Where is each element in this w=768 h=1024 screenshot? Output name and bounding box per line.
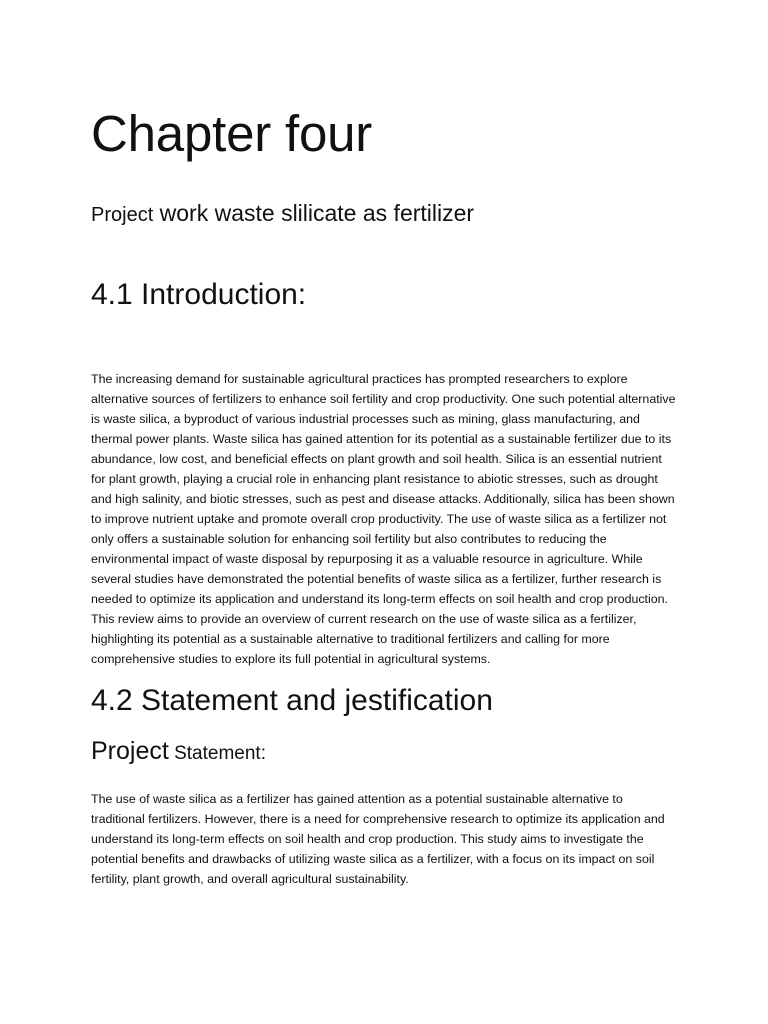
- document-body: [91, 104, 679, 889]
- section-heading-introduction: 4.1 Introduction:: [91, 278, 307, 311]
- subtitle-rest: work waste slilicate as fertilizer: [153, 200, 475, 226]
- chapter-title: Chapter four: [91, 105, 373, 162]
- section-heading-statement: 4.2 Statement and jestification: [91, 684, 493, 717]
- subtitle-lead: Project: [91, 204, 154, 226]
- project-subtitle: [91, 198, 679, 230]
- project-statement-rest: Statement:: [168, 743, 266, 764]
- introduction-paragraph: The increasing demand for sustainable agricultural practices has prompted researchers to explore alternative sources of fertilizers to enhance soil fertility and crop productivity. One such potential alternative is waste silica, a byproduct of various industrial processes such as mining, glass manufacturing, and thermal power plants. Waste silica has gained attention for its potential as a sustainable fertilizer due to its abundance, low cost, and beneficial effects on plant growth and soil health. Silica is an essential nutrient for plant growth, playing a crucial role in enhancing plant resistance to abiotic stresses, such as drought and high salinity, and biotic stresses, such as pest and disease attacks. Additionally, silica has been shown to improve nutrient uptake and promote overall crop productivity. The use of waste silica as a fertilizer not only offers a sustainable solution for enhancing soil fertility but also contributes to reducing the environmental impact of waste disposal by repurposing it as a valuable resource in agriculture. While several studies have demonstrated the potential benefits of waste silica as a fertilizer, further research is needed to optimize its application and understand its long-term effects on soil health and crop production. This review aims to provide an overview of current research on the use of waste silica as a fertilizer, highlighting its potential as a sustainable alternative to traditional fertilizers and calling for more comprehensive studies to explore its full potential in agricultural systems.: [91, 372, 676, 666]
- project-statement-lead: Project: [91, 737, 169, 765]
- statement-paragraph: The use of waste silica as a fertilizer has gained attention as a potential sustainable alternative to traditional fertilizers. However, there is a need for comprehensive research to optimize its application and understand its long-term effects on soil health and crop production. This study aims to investigate the potential benefits and drawbacks of utilizing waste silica as a fertilizer, with a focus on its impact on soil fertility, plant growth, and overall agricultural sustainability.: [91, 792, 665, 886]
- project-statement-heading: [91, 735, 679, 770]
